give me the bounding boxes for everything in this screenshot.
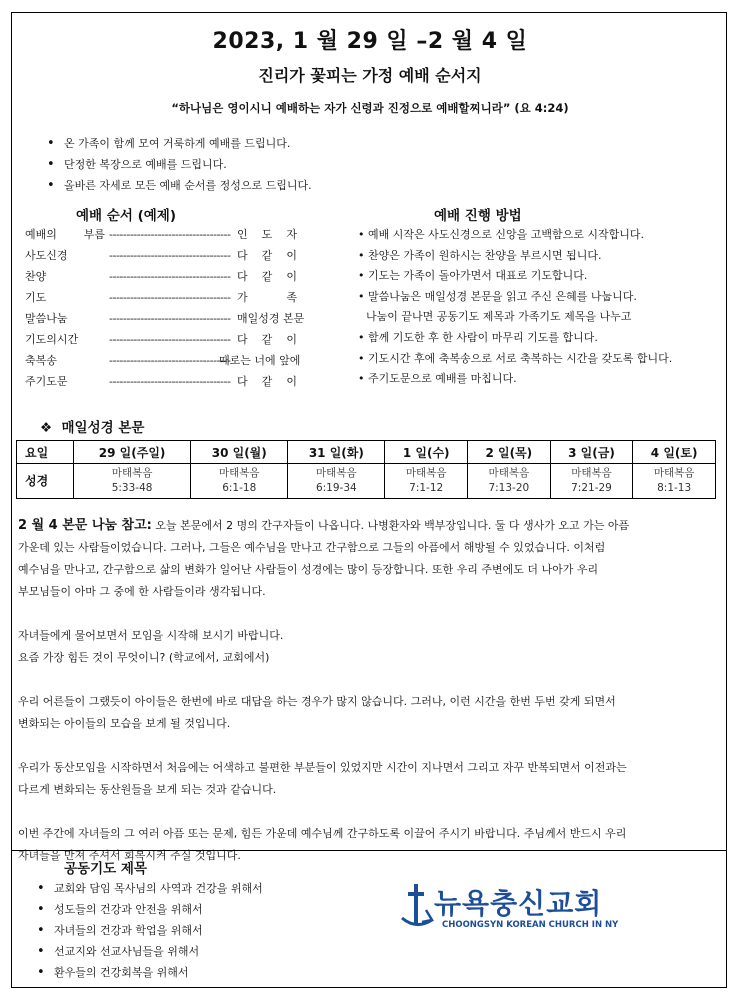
paragraph-line: 변화되는 아이들의 모습을 보게 될 것입니다.	[18, 717, 231, 730]
verse-range: 6:19-34	[315, 482, 357, 494]
order-leader-dashes: -----------------------------------	[109, 291, 231, 304]
order-leader-dashes: -----------------------------------	[109, 333, 231, 346]
order-row	[25, 372, 295, 392]
prayer-item: • 환우들의 건강회복을 위해서	[32, 962, 263, 983]
paragraph-line: 다르게 변화되는 동산원들을 보게 되는 것과 같습니다.	[18, 783, 277, 796]
reading-cell	[550, 464, 633, 499]
intro-bullet: • 단정한 복장으로 예배를 드립니다.	[42, 154, 312, 175]
bible-schedule-table	[16, 440, 716, 499]
prayer-list	[32, 878, 263, 983]
book-name: 마태복음	[316, 467, 357, 479]
order-item-name: 예배의 부름	[25, 228, 105, 241]
logo-korean-name: 뉴욕충신교회	[434, 887, 603, 920]
order-item-name: 주기도문	[25, 375, 68, 388]
reading-cell	[468, 464, 551, 499]
order-item-name: 기도의시간	[25, 333, 79, 346]
day-header: 4 일(토)	[633, 441, 716, 464]
paragraph-line: 부모님들이 아마 그 중에 한 사람들이라 생각됩니다.	[18, 585, 266, 598]
intro-bullet: • 올바른 자세로 모든 예배 순서를 정성으로 드립니다.	[42, 175, 312, 196]
paragraph-line: 자녀들을 만져 주셔서 회복시켜 주실 것입니다.	[18, 849, 241, 862]
logo-english-name: CHOONGSYN KOREAN CHURCH IN NY	[442, 920, 619, 930]
reading-cell	[191, 464, 288, 499]
blank-line	[18, 801, 723, 823]
order-item-name: 말씀나눔	[25, 312, 68, 325]
book-name: 마태복음	[571, 467, 612, 479]
order-row	[25, 309, 305, 329]
reference-first-line	[18, 515, 723, 537]
order-row	[25, 288, 295, 308]
procedure-line: • 찬양은 가족이 원하시는 찬양을 부르시면 됩니다.	[358, 248, 602, 262]
section-divider	[11, 850, 727, 851]
diamond-icon: ❖	[40, 420, 53, 436]
order-item-role: 다 같 이	[237, 375, 297, 388]
order-item-name: 찬양	[25, 270, 47, 283]
procedure-line: • 예배 시작은 사도신경으로 신앙을 고백함으로 시작합니다.	[358, 228, 644, 241]
order-leader-dashes: -----------------------------------	[109, 249, 231, 262]
book-name: 마태복음	[111, 467, 153, 479]
procedure-line: • 기도는 가족이 돌아가면서 대표로 기도합니다.	[358, 269, 588, 283]
day-header: 30 일(월)	[191, 441, 288, 464]
verse-range: 5:33-48	[111, 482, 153, 494]
paragraph-line: 예수님을 만나고, 간구함으로 삶의 변화가 일어난 사람들이 성경에는 많이 등장합니다. 또한 우리 주변에도 더 나아가 우리	[18, 563, 599, 576]
day-header: 3 일(금)	[550, 441, 633, 464]
procedure-line: • 함께 기도한 후 한 사람이 마무리 기도를 합니다.	[358, 330, 598, 344]
church-logo	[402, 880, 632, 936]
order-item-role: 다 같 이	[237, 333, 297, 346]
blank-line	[18, 735, 723, 757]
procedure-heading: 예배 진행 방법	[434, 208, 522, 224]
order-item-role: 가 족	[237, 291, 297, 304]
procedure-line: • 말씀나눔은 매일성경 본문을 읽고 주신 은혜를 나눕니다.	[358, 289, 637, 303]
paragraph-line: 우리 어른들이 그랬듯이 아이들은 한번에 바로 대답을 하는 경우가 많지 않습니다. 그러나, 이런 시간을 한번 두번 갖게 되면서	[18, 695, 616, 708]
prayer-item: • 자녀들의 건강과 학업을 위해서	[32, 920, 263, 941]
order-item-name: 사도신경	[25, 249, 68, 262]
row-header-day: 요일	[17, 441, 74, 464]
verse-range: 7:21-29	[571, 482, 612, 494]
order-item-role: 다 같 이	[237, 270, 297, 283]
book-name: 마태복음	[218, 467, 260, 479]
order-item-name: 축복송	[25, 354, 57, 367]
procedure-line: • 주기도문으로 예배를 마칩니다.	[358, 372, 517, 386]
order-heading: 예배 순서 (예제)	[76, 208, 176, 224]
table-row	[17, 464, 716, 499]
order-leader-dashes: -----------------------------------	[109, 375, 231, 388]
row-header-text: 성경	[17, 464, 74, 499]
paragraph-line: 이번 주간에 자녀들의 그 여러 아픔 또는 문제, 힘든 가운데 예수님께 간구하도록 이끌어 주시기 바랍니다. 주님께서 반드시 우리	[18, 827, 627, 840]
order-row	[25, 330, 295, 350]
table-row	[17, 441, 716, 464]
order-leader-dashes: -----------------------------------	[109, 228, 231, 241]
verse-range: 6:1-18	[222, 482, 257, 494]
order-item-role: 때로는 너에 앞에	[219, 354, 301, 367]
book-name: 마태복음	[653, 467, 695, 479]
verse-range: 7:13-20	[488, 482, 530, 494]
procedure-line: 나눔이 끝나면 공동기도 제목과 가족기도 제목을 나누고	[366, 310, 632, 324]
reading-cell	[74, 464, 191, 499]
reference-label: 2 월 4 본문 나눔 참고:	[18, 518, 152, 533]
order-leader-dashes: -----------------------------------	[109, 312, 231, 325]
prayer-item: • 교회와 담임 목사님의 사역과 건강을 위해서	[32, 878, 263, 899]
paragraph-line: 요즘 가장 힘든 것이 무엇이니? (학교에서, 교회에서)	[18, 651, 270, 664]
day-header: 2 일(목)	[468, 441, 551, 464]
reading-cell	[288, 464, 385, 499]
book-name: 마태복음	[405, 467, 447, 479]
reading-cell	[385, 464, 468, 499]
prayer-heading: 공동기도 제목	[64, 861, 147, 877]
blank-line	[18, 669, 723, 691]
verse-range: 7:1-12	[409, 482, 444, 494]
prayer-item: • 선교지와 선교사님들을 위해서	[32, 941, 263, 962]
blank-line	[18, 603, 723, 625]
reference-section	[18, 515, 723, 867]
order-item-role: 인 도 자	[237, 228, 297, 241]
order-leader-dashes: -----------------------------------	[109, 270, 231, 283]
day-header: 31 일(화)	[288, 441, 385, 464]
day-header: 1 일(수)	[385, 441, 468, 464]
order-leader-dashes: -----------------------------------	[109, 354, 231, 367]
order-row	[25, 351, 301, 371]
verse-range: 8:1-13	[657, 482, 692, 494]
order-item-name: 기도	[25, 291, 47, 304]
order-row	[25, 246, 295, 266]
procedure-list	[358, 225, 728, 390]
order-item-role: 다 같 이	[237, 249, 297, 262]
order-row	[25, 225, 295, 245]
paragraph-line: 자녀들에게 물어보면서 모임을 시작해 보시기 바랍니다.	[18, 629, 284, 642]
reading-cell	[633, 464, 716, 499]
reference-text: 오늘 본문에서 2 명의 간구자들이 나옵니다. 나병환자와 백부장입니다. 둘 다 생사가 오고 가는 아픔	[151, 519, 630, 532]
day-header: 29 일(주일)	[74, 441, 191, 464]
bible-heading-label: 매일성경 본문	[61, 420, 145, 436]
paragraph-line: 우리가 동산모임을 시작하면서 처음에는 어색하고 불편한 부분들이 있었지만 시간이 지나면서 그리고 자꾸 반복되면서 이전과는	[18, 761, 627, 774]
bible-section-heading	[40, 416, 144, 436]
intro-bullet-list	[42, 133, 312, 196]
book-name: 마태복음	[488, 467, 530, 479]
paragraph-line: 가운데 있는 사람들이었습니다. 그러나, 그들은 예수님을 만나고 간구함으로 그들의 아픔에서 해방될 수 있었습니다. 이처럼	[18, 541, 606, 554]
intro-bullet: • 온 가족이 함께 모여 거룩하게 예배를 드립니다.	[42, 133, 312, 154]
procedure-line: • 기도시간 후에 축복송으로 서로 축복하는 시간을 갖도록 합니다.	[358, 351, 673, 365]
bible-verse: “하나님은 영이시니 예배하는 자가 신령과 진정으로 예배할찌니라” (요 4:24)	[171, 101, 569, 115]
page-title: 2023, 1 월 29 일 –2 월 4 일	[212, 29, 528, 54]
page-subtitle: 진리가 꽃피는 가정 예배 순서지	[258, 66, 482, 85]
prayer-item: • 성도들의 건강과 안전을 위해서	[32, 899, 263, 920]
order-row	[25, 267, 295, 287]
order-item-role: 매일성경 본문	[237, 312, 305, 325]
